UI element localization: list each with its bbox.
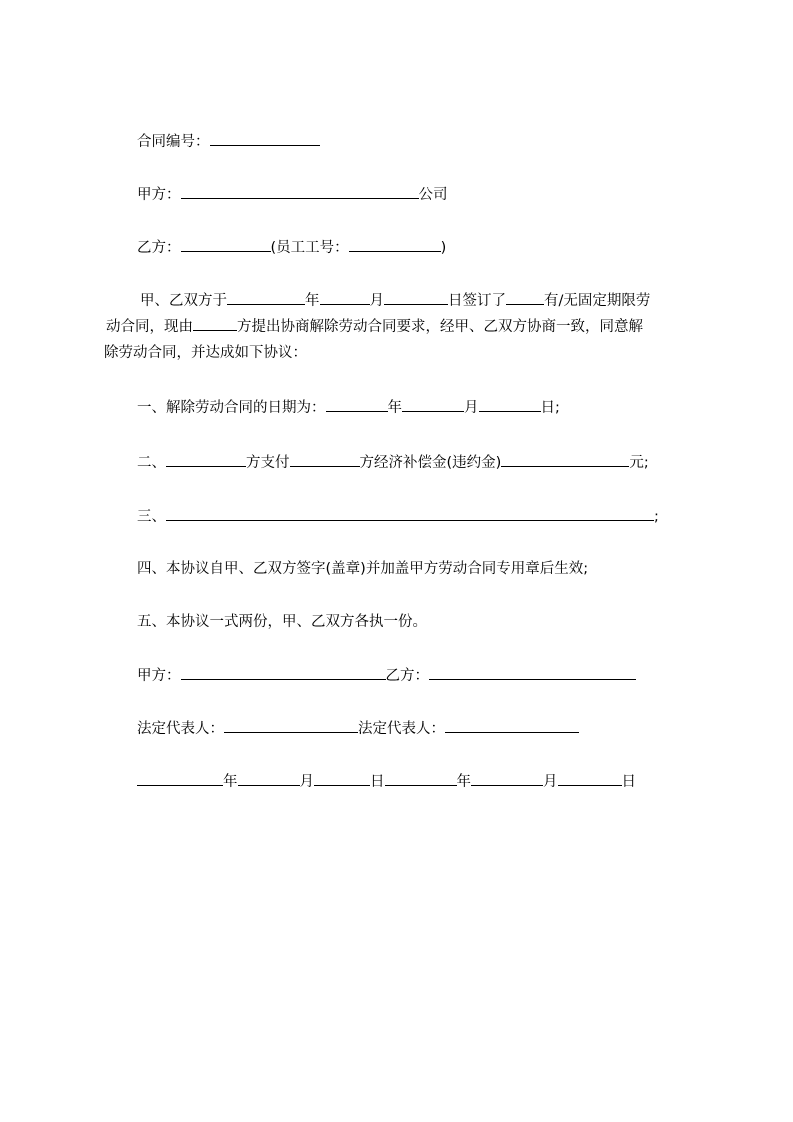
sign-party-b-label: 乙方： xyxy=(385,668,429,684)
item-1 xyxy=(137,397,560,417)
date-a-month-blank[interactable] xyxy=(238,771,300,786)
item-4-text: 四、本协议自甲、乙双方签字(盖章)并加盖甲方劳动合同专用章后生效; xyxy=(137,561,589,577)
contract-number-line xyxy=(137,131,320,151)
intro-text-1: 甲、乙双方于 xyxy=(140,293,227,309)
item-3-prefix: 三、 xyxy=(137,509,166,525)
item-3 xyxy=(137,506,659,526)
contract-number-blank[interactable] xyxy=(210,131,320,146)
date-a-day: 日 xyxy=(370,774,385,790)
intro-year: 年 xyxy=(305,293,320,309)
legal-rep-b-label: 法定代表人： xyxy=(358,721,445,737)
party-a-line xyxy=(137,184,448,204)
intro-line-2 xyxy=(104,314,704,340)
date-b-month: 月 xyxy=(543,774,558,790)
party-b-employee-id-label: (员工工号： xyxy=(270,240,349,256)
intro-line-1 xyxy=(104,288,704,314)
payee-party-blank[interactable] xyxy=(290,452,360,467)
item-1-text: 一、解除劳动合同的日期为： xyxy=(137,400,326,416)
item-5-text: 五、本协议一式两份，甲、乙双方各执一份。 xyxy=(137,614,427,630)
date-a-day-blank[interactable] xyxy=(314,771,370,786)
intro-text-3: 有/无固定期限劳 xyxy=(544,293,651,309)
intro-line-3 xyxy=(104,340,704,366)
compensation-amount-blank[interactable] xyxy=(501,452,629,467)
legal-rep-b-blank[interactable] xyxy=(445,718,579,733)
item-1-year: 年 xyxy=(387,400,402,416)
proposing-party-blank[interactable] xyxy=(193,316,237,331)
party-a-label: 甲方： xyxy=(137,187,181,203)
date-b-day: 日 xyxy=(621,774,636,790)
legal-representatives-row xyxy=(137,718,579,738)
item-5 xyxy=(137,612,427,632)
date-b-year: 年 xyxy=(456,774,471,790)
item-4 xyxy=(137,559,588,579)
item-2-text-2: 方经济补偿金(违约金) xyxy=(359,455,502,471)
intro-text-5: 方提出协商解除劳动合同要求，经甲、乙双方协商一致，同意解 xyxy=(237,319,643,335)
item-1-day: 日; xyxy=(540,400,560,416)
termination-month-blank[interactable] xyxy=(402,397,464,412)
date-b-year-blank[interactable] xyxy=(385,771,457,786)
item-3-suffix: ; xyxy=(654,509,659,525)
sign-party-a-label: 甲方： xyxy=(137,668,181,684)
item-1-month: 月 xyxy=(464,400,479,416)
sign-party-a-blank[interactable] xyxy=(181,665,386,680)
item-2-prefix: 二、 xyxy=(137,455,166,471)
contract-number-label: 合同编号： xyxy=(137,134,210,150)
item-2-suffix: 元; xyxy=(629,455,649,471)
sign-month-blank[interactable] xyxy=(320,290,370,305)
intro-text-4: 动合同，现由 xyxy=(106,319,193,335)
signature-parties-row xyxy=(137,665,636,685)
intro-paragraph xyxy=(104,288,704,366)
party-b-line xyxy=(137,237,446,257)
party-a-suffix: 公司 xyxy=(418,187,448,203)
term-type-blank[interactable] xyxy=(506,290,544,305)
employee-id-blank[interactable] xyxy=(349,237,441,252)
date-a-year-blank[interactable] xyxy=(137,771,223,786)
sign-day-blank[interactable] xyxy=(384,290,448,305)
intro-text-6: 除劳动合同，并达成如下协议： xyxy=(104,345,307,361)
sign-party-b-blank[interactable] xyxy=(429,665,636,680)
intro-text-2: 日签订了 xyxy=(448,293,506,309)
legal-rep-a-blank[interactable] xyxy=(224,718,358,733)
party-b-suffix: ) xyxy=(440,240,447,256)
date-a-year: 年 xyxy=(223,774,238,790)
party-b-label: 乙方： xyxy=(137,240,181,256)
date-a-month: 月 xyxy=(299,774,314,790)
termination-year-blank[interactable] xyxy=(326,397,388,412)
item-2 xyxy=(137,452,649,472)
item-2-text-1: 方支付 xyxy=(246,455,290,471)
party-a-blank[interactable] xyxy=(181,184,419,199)
intro-month: 月 xyxy=(369,293,384,309)
date-b-day-blank[interactable] xyxy=(558,771,622,786)
date-b-month-blank[interactable] xyxy=(471,771,543,786)
item-3-blank[interactable] xyxy=(166,506,654,521)
sign-year-blank[interactable] xyxy=(227,290,305,305)
legal-rep-a-label: 法定代表人： xyxy=(137,721,224,737)
termination-day-blank[interactable] xyxy=(479,397,541,412)
signature-date-row xyxy=(137,771,636,791)
payer-party-blank[interactable] xyxy=(166,452,246,467)
party-b-name-blank[interactable] xyxy=(181,237,271,252)
